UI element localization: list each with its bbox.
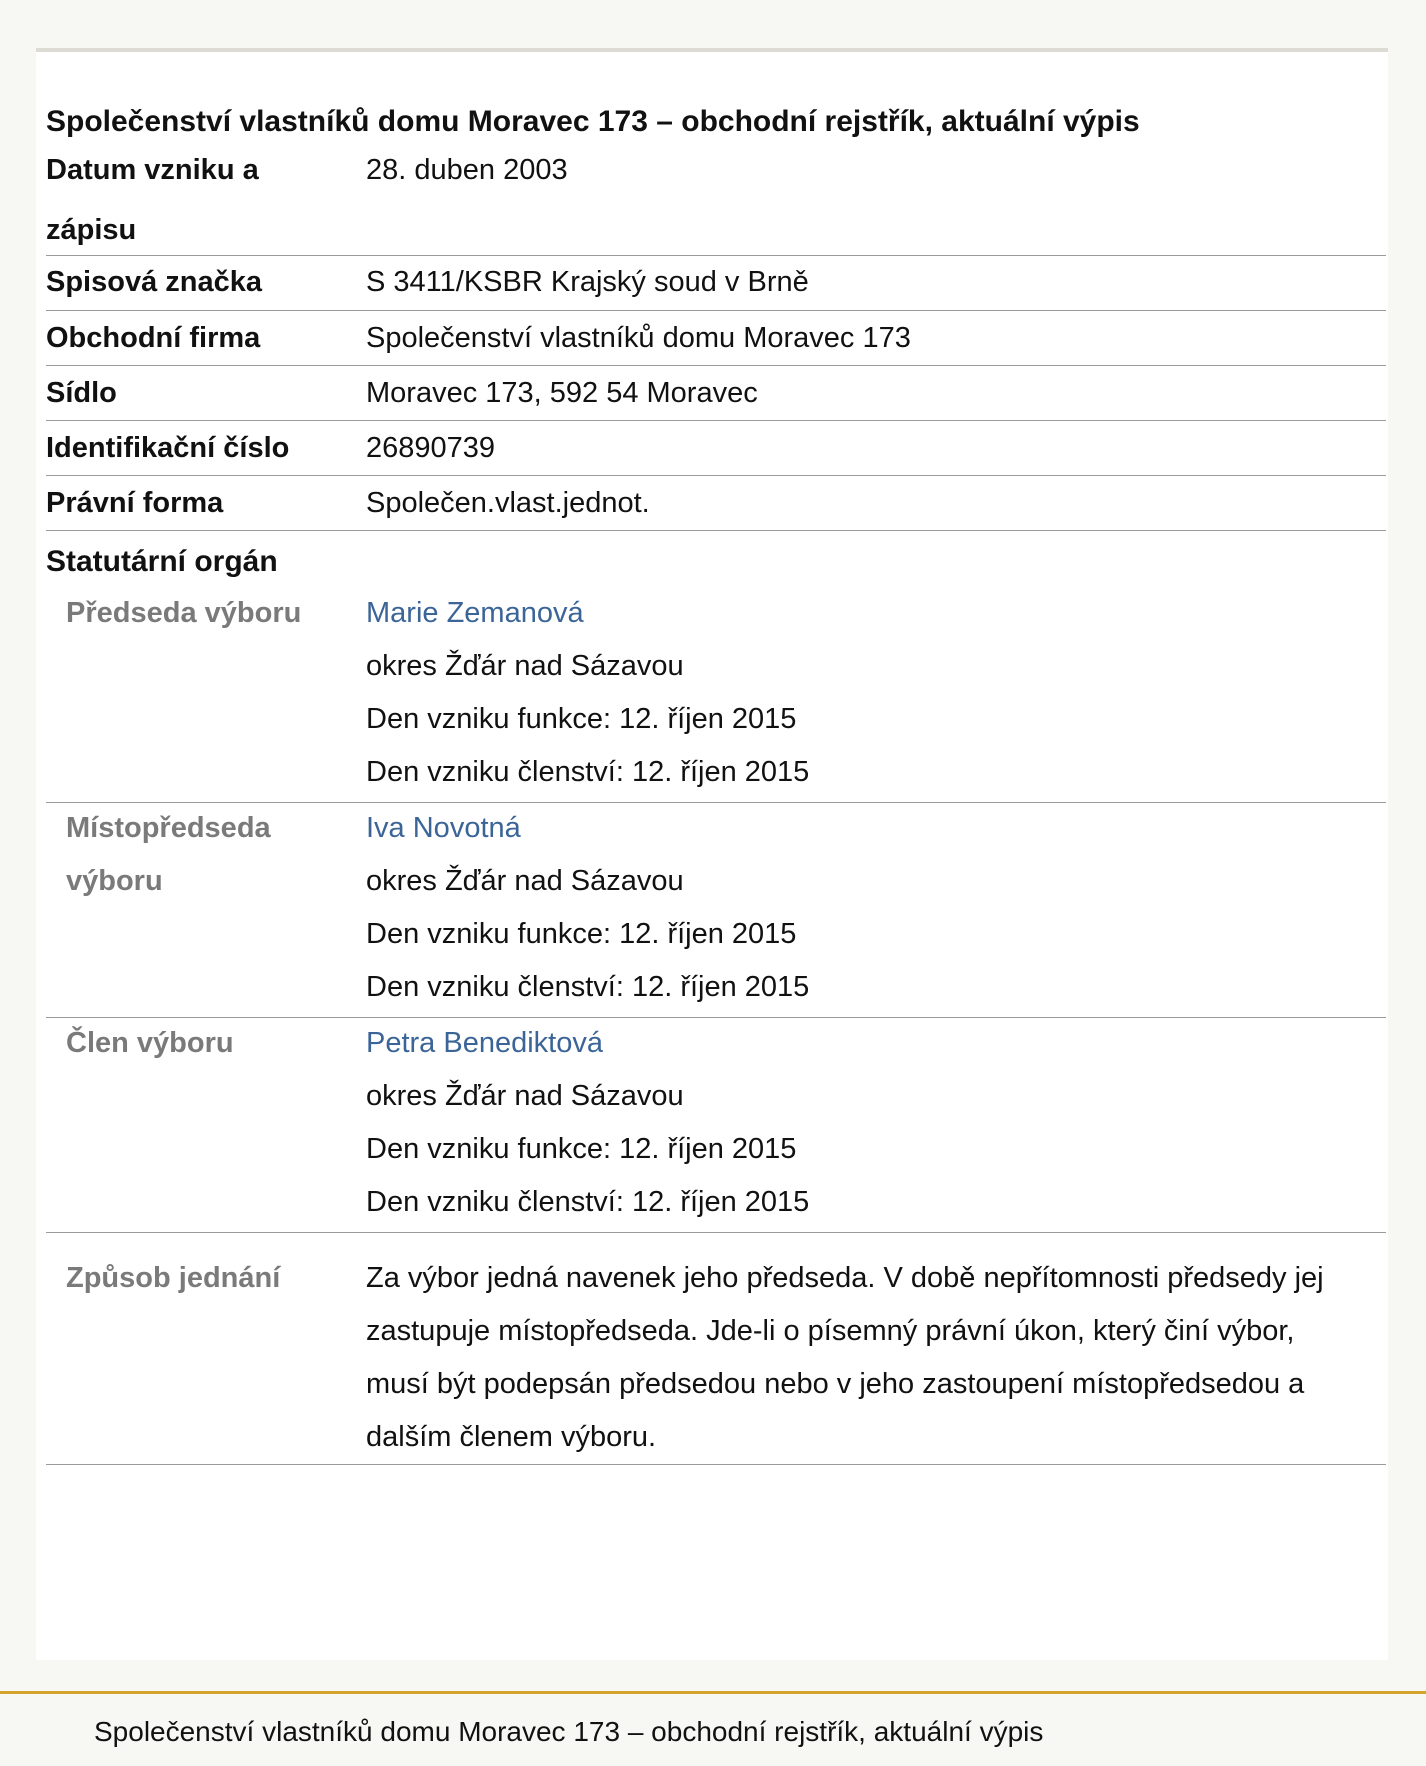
row-identification-number [46, 421, 1386, 476]
page-title: Společenství vlastníků domu Moravec 173 – obchodní rejstřík, aktuální výpis [46, 105, 1140, 138]
row-legal-form [46, 476, 1386, 531]
member-name-link[interactable]: Iva Novotná [366, 812, 521, 844]
row-value: 26890739 [366, 432, 496, 464]
row-label [46, 140, 336, 260]
row-manner-of-acting [46, 1232, 1386, 1465]
row-value: Společenství vlastníků domu Moravec 173 [366, 322, 911, 354]
member-membership-start: Den vzniku členství: 12. říjen 2015 [366, 1186, 810, 1218]
row-label: Identifikační číslo [46, 432, 290, 464]
row-value: Společen.vlast.jednot. [366, 487, 650, 519]
row-date-of-origin [46, 140, 1386, 256]
member-membership-start: Den vzniku členství: 12. říjen 2015 [366, 971, 810, 1003]
row-value [366, 1252, 1366, 1464]
acting-text-line: Za výbor jedná navenek jeho předseda. V době nepřítomnosti předsedy jej [366, 1262, 1324, 1294]
member-role [66, 802, 356, 908]
member-row [46, 1017, 1386, 1233]
row-label: Sídlo [46, 377, 117, 409]
member-role-line: Místopředseda [66, 812, 271, 844]
row-label-line: zápisu [46, 214, 137, 246]
member-details [366, 802, 1366, 1014]
footer-divider [0, 1691, 1426, 1694]
member-district: okres Žďár nad Sázavou [366, 865, 684, 897]
row-file-number [46, 255, 1386, 311]
member-details [366, 587, 1366, 799]
row-label-line: Datum vzniku a [46, 154, 259, 186]
acting-text-line: dalším členem výboru. [366, 1421, 657, 1453]
registry-card [36, 48, 1388, 1660]
member-membership-start: Den vzniku členství: 12. říjen 2015 [366, 756, 810, 788]
member-role [66, 587, 356, 640]
row-label: Obchodní firma [46, 322, 261, 354]
member-row [46, 802, 1386, 1018]
section-title-statutory-body: Statutární orgán [46, 545, 278, 578]
row-value: S 3411/KSBR Krajský soud v Brně [366, 266, 809, 298]
member-role-line: Předseda výboru [66, 597, 302, 629]
member-name-link[interactable]: Petra Benediktová [366, 1027, 603, 1059]
member-details [366, 1017, 1366, 1229]
member-name-link[interactable]: Marie Zemanová [366, 597, 584, 629]
member-function-start: Den vzniku funkce: 12. říjen 2015 [366, 703, 797, 735]
row-registered-office [46, 366, 1386, 421]
member-row [46, 587, 1386, 803]
member-district: okres Žďár nad Sázavou [366, 1080, 684, 1112]
member-district: okres Žďár nad Sázavou [366, 650, 684, 682]
member-role [66, 1017, 356, 1070]
row-business-name [46, 311, 1386, 366]
acting-text-line: musí být podepsán předsedou nebo v jeho zastoupení místopředsedou a [366, 1368, 1305, 1400]
member-function-start: Den vzniku funkce: 12. říjen 2015 [366, 918, 797, 950]
member-role-line: výboru [66, 865, 163, 897]
row-value: 28. duben 2003 [366, 154, 568, 186]
row-label: Způsob jednání [66, 1262, 281, 1294]
footer-title: Společenství vlastníků domu Moravec 173 – obchodní rejstřík, aktuální výpis [94, 1716, 1044, 1747]
acting-text-line: zastupuje místopředseda. Jde-li o písemný právní úkon, který činí výbor, [366, 1315, 1295, 1347]
member-function-start: Den vzniku funkce: 12. říjen 2015 [366, 1133, 797, 1165]
row-label: Právní forma [46, 487, 224, 519]
member-role-line: Člen výboru [66, 1027, 234, 1059]
row-value: Moravec 173, 592 54 Moravec [366, 377, 758, 409]
row-label: Spisová značka [46, 266, 262, 298]
